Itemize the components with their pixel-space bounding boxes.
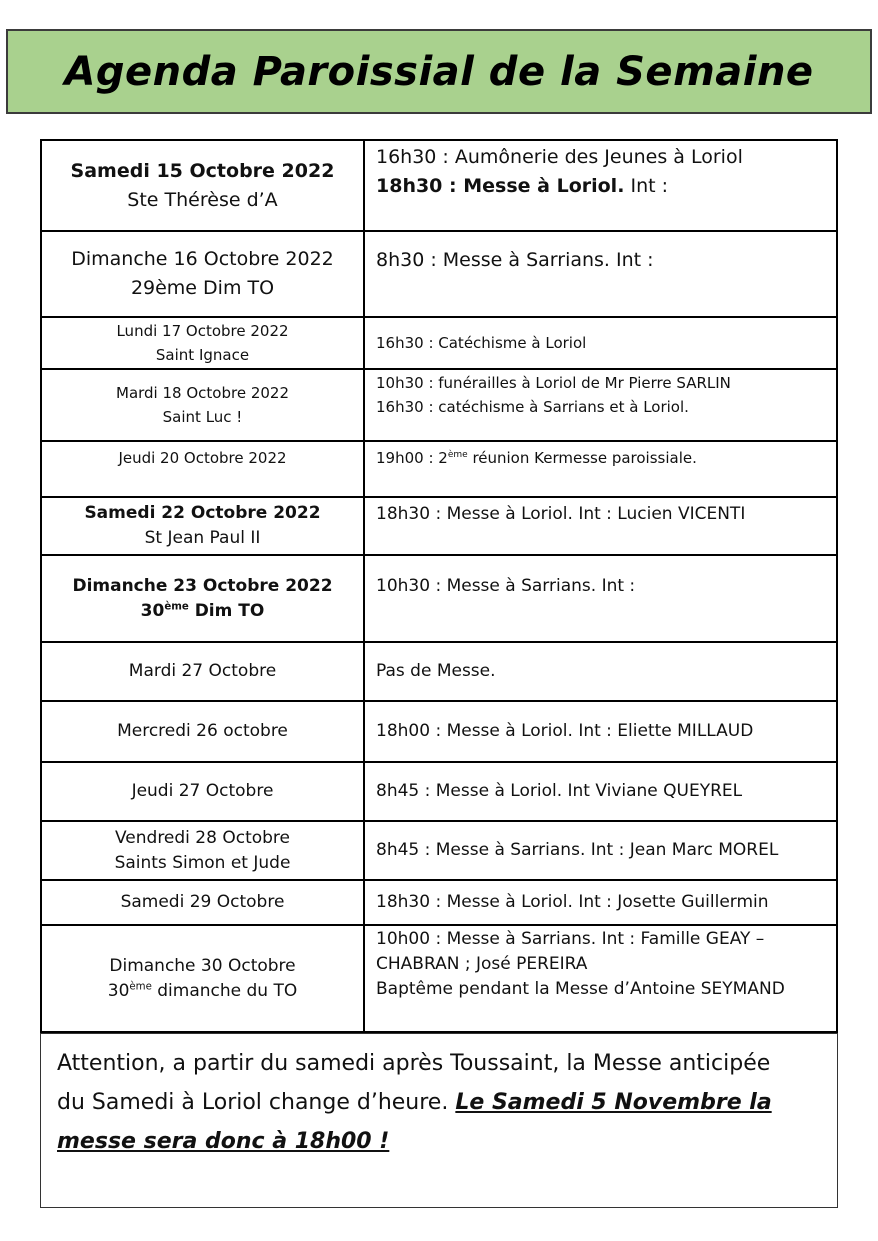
table-row — [41, 821, 837, 880]
event-line: 18h00 : Messe à Loriol. Int : Eliette MILLAUD — [376, 721, 754, 741]
page-title: Agenda Paroissial de la Semaine — [64, 48, 814, 95]
event-line: 8h45 : Messe à Loriol. Int Viviane QUEYREL — [376, 781, 743, 801]
table-row — [41, 642, 837, 701]
day-cell — [41, 555, 364, 642]
notice-line: Attention, a partir du samedi après Toussaint, la Messe anticipée — [57, 1051, 771, 1076]
day-saint: Ste Thérèse d’A — [127, 188, 278, 211]
day-cell — [41, 441, 364, 497]
agenda-table — [40, 139, 838, 1033]
day-saint: Saint Ignace — [155, 346, 250, 364]
events-cell — [364, 140, 837, 231]
day-saint: Saints Simon et Jude — [114, 852, 291, 873]
day-date: Mercredi 26 octobre — [117, 721, 288, 741]
table-row — [41, 497, 837, 555]
day-cell — [41, 762, 364, 821]
event-line: 16h30 : Catéchisme à Loriol — [376, 334, 587, 352]
table-row — [41, 880, 837, 925]
events-cell — [364, 821, 837, 880]
table-row — [41, 231, 837, 317]
event-line: 10h30 : Messe à Sarrians. Int : — [376, 576, 636, 596]
day-date: Samedi 15 Octobre 2022 — [70, 159, 335, 182]
day-cell — [41, 231, 364, 317]
title-banner — [6, 29, 872, 114]
event-line: 18h30 : Messe à Loriol. Int : Lucien VICENTI — [376, 504, 746, 524]
event-line: 16h30 : Aumônerie des Jeunes à Loriol — [376, 146, 743, 168]
day-cell — [41, 925, 364, 1032]
day-cell — [41, 701, 364, 762]
notice-box — [40, 1033, 838, 1208]
table-row — [41, 555, 837, 642]
events-cell — [364, 701, 837, 762]
notice-line: du Samedi à Loriol change d’heure. Le Samedi 5 Novembre la — [57, 1090, 772, 1115]
events-cell — [364, 369, 837, 441]
events-cell — [364, 231, 837, 317]
notice-line — [57, 1122, 821, 1161]
day-cell — [41, 497, 364, 555]
events-cell — [364, 497, 837, 555]
day-cell — [41, 642, 364, 701]
day-date: Vendredi 28 Octobre — [114, 827, 291, 848]
day-date: Samedi 22 Octobre 2022 — [84, 503, 321, 523]
events-cell — [364, 317, 837, 369]
event-line: 8h30 : Messe à Sarrians. Int : — [376, 249, 654, 271]
day-saint: 30ème Dim TO — [140, 601, 265, 621]
event-line: Baptême pendant la Messe d’Antoine SEYMAND — [376, 979, 785, 999]
day-date: Dimanche 23 Octobre 2022 — [72, 576, 333, 596]
events-cell — [364, 925, 837, 1032]
day-date: Jeudi 20 Octobre 2022 — [118, 449, 287, 467]
day-saint: 30ème dimanche du TO — [107, 980, 298, 1001]
day-saint: 29ème Dim TO — [130, 277, 275, 299]
events-cell — [364, 642, 837, 701]
day-saint: Saint Luc ! — [162, 408, 243, 426]
event-line: CHABRAN ; José PEREIRA — [376, 954, 588, 974]
day-cell — [41, 140, 364, 231]
day-cell — [41, 880, 364, 925]
event-line: 10h00 : Messe à Sarrians. Int : Famille GEAY – — [376, 929, 765, 949]
event-line: 8h45 : Messe à Sarrians. Int : Jean Marc MOREL — [376, 840, 779, 860]
event-line: Pas de Messe. — [376, 661, 496, 681]
event-highlight: 18h30 : Messe à Loriol. — [376, 175, 625, 197]
events-cell — [364, 762, 837, 821]
day-date: Samedi 29 Octobre — [120, 892, 285, 912]
event-line: 10h30 : funérailles à Loriol de Mr Pierre SARLIN — [376, 374, 731, 392]
day-date: Dimanche 30 Octobre — [109, 955, 296, 976]
day-date: Lundi 17 Octobre 2022 — [116, 322, 289, 340]
notice-emphasis: Le Samedi 5 Novembre la — [455, 1090, 772, 1115]
events-cell — [364, 555, 837, 642]
event-line — [376, 172, 836, 201]
table-row — [41, 701, 837, 762]
day-saint: St Jean Paul II — [144, 528, 261, 548]
day-date: Dimanche 16 Octobre 2022 — [71, 248, 334, 270]
events-cell — [364, 441, 837, 497]
event-line: 16h30 : catéchisme à Sarrians et à Loriol. — [376, 398, 689, 416]
day-date: Jeudi 27 Octobre — [131, 781, 274, 801]
day-date: Mardi 18 Octobre 2022 — [116, 384, 289, 402]
event-line: 18h30 : Messe à Loriol. Int : Josette Guillermin — [376, 892, 769, 912]
table-row — [41, 925, 837, 1032]
table-row — [41, 441, 837, 497]
notice-emphasis: messe sera donc à 18h00 ! — [57, 1129, 390, 1154]
table-row — [41, 369, 837, 441]
day-cell — [41, 821, 364, 880]
table-row — [41, 317, 837, 369]
event-line: 19h00 : 2ème réunion Kermesse paroissiale. — [376, 449, 697, 467]
table-row — [41, 140, 837, 231]
events-cell — [364, 880, 837, 925]
day-date: Mardi 27 Octobre — [128, 661, 277, 681]
table-row — [41, 762, 837, 821]
event-intention: Int : — [624, 175, 668, 197]
day-cell — [41, 317, 364, 369]
day-cell — [41, 369, 364, 441]
